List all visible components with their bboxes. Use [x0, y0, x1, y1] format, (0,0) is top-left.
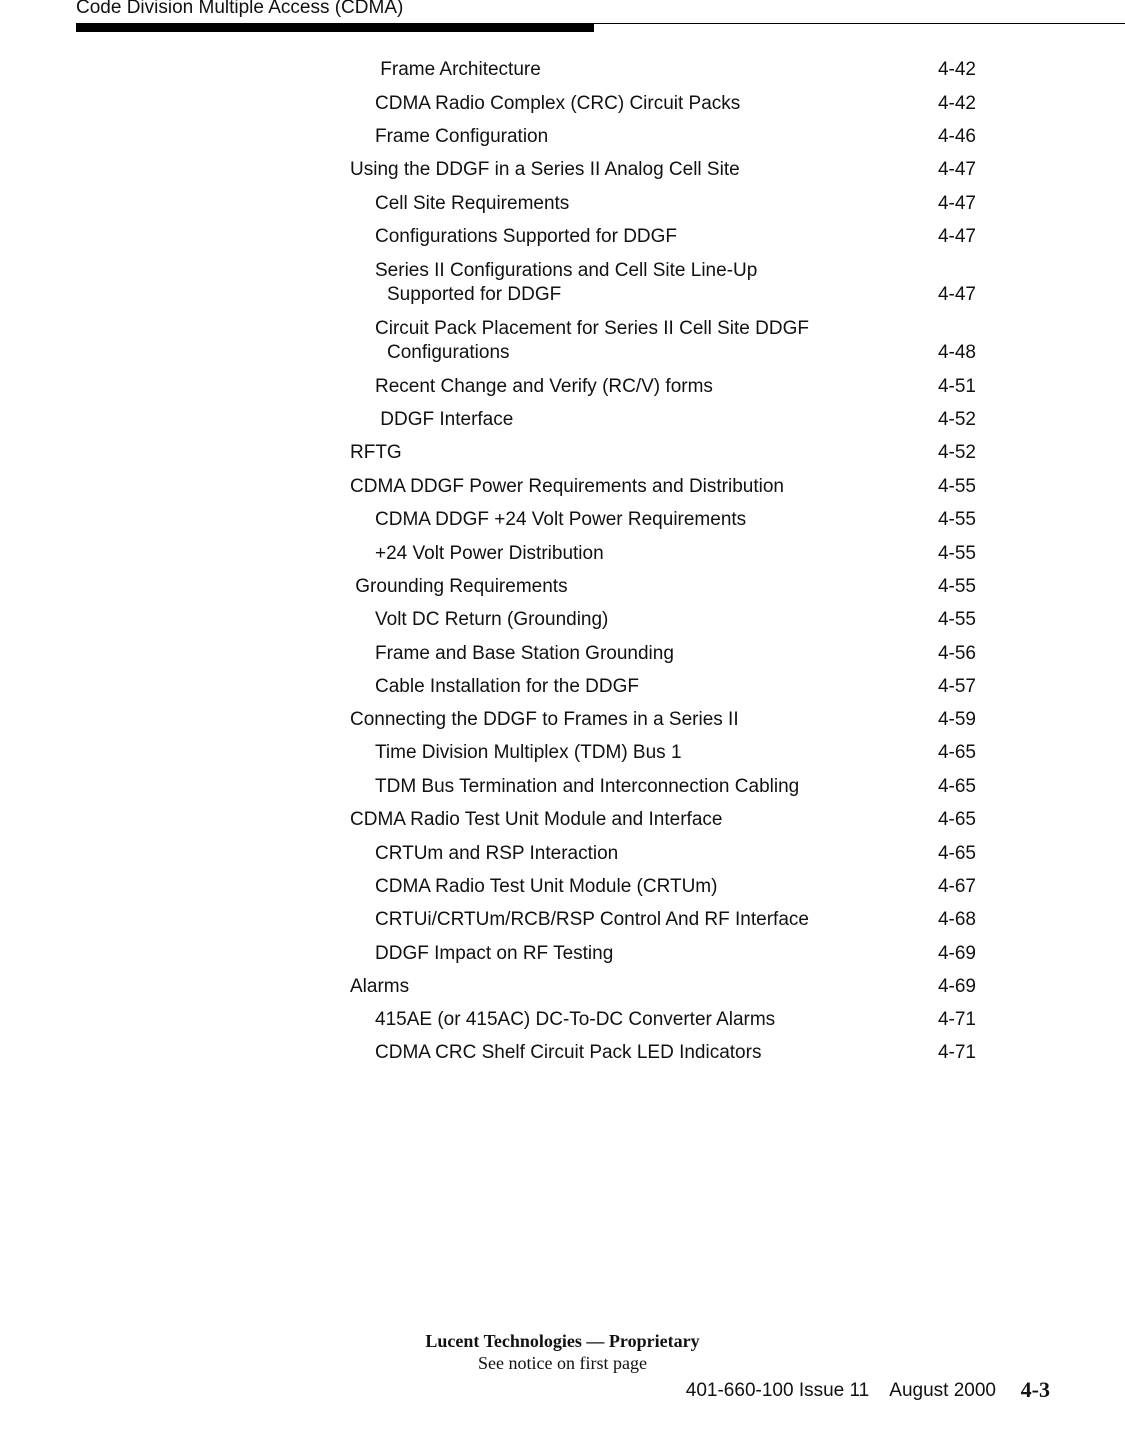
toc-entry-title: TDM Bus Termination and Interconnection Cabling	[375, 776, 800, 797]
toc-entry-page: 4-59	[937, 709, 976, 730]
toc-entry-page: 4-52	[937, 442, 976, 463]
toc-entry-page: 4-55	[937, 543, 976, 564]
toc-entry-page: 4-68	[937, 909, 976, 930]
toc-entry-title: CDMA Radio Complex (CRC) Circuit Packs	[375, 93, 741, 114]
toc-entry-title: Connecting the DDGF to Frames in a Series II	[350, 709, 739, 730]
toc-entry[interactable]	[350, 441, 976, 465]
toc-entry[interactable]	[350, 158, 976, 182]
toc-entry[interactable]	[350, 375, 976, 399]
toc-entry-title: Volt DC Return (Grounding)	[375, 609, 609, 630]
toc-entry-title: Frame Configuration	[375, 126, 549, 147]
toc-entry[interactable]	[350, 741, 976, 765]
toc-entry-page: 4-71	[937, 1042, 976, 1063]
toc-entry-title: Configurations Supported for DDGF	[375, 226, 678, 247]
toc-entry[interactable]	[350, 192, 976, 216]
toc-entry[interactable]	[350, 708, 976, 732]
toc-entry-page: 4-47	[937, 193, 976, 214]
toc-entry-page: 4-65	[937, 742, 976, 763]
toc-entry-page: 4-56	[937, 643, 976, 664]
toc-entry-title: DDGF Interface	[375, 409, 514, 430]
toc-entry-title: Recent Change and Verify (RC/V) forms	[375, 376, 713, 397]
toc-entry-title: CDMA Radio Test Unit Module and Interface	[350, 809, 723, 830]
toc-entry[interactable]	[350, 642, 976, 666]
toc-entry-title: DDGF Impact on RF Testing	[375, 943, 614, 964]
toc-entry-title: Cable Installation for the DDGF	[375, 676, 640, 697]
toc-entry-title: Alarms	[350, 976, 410, 997]
toc-entry-title: Series II Configurations and Cell Site Line-Up Supported for DDGF	[375, 260, 758, 305]
toc-entry-title: Using the DDGF in a Series II Analog Cell Site	[350, 159, 740, 180]
toc-entry-page: 4-55	[937, 509, 976, 530]
toc-entry-title: 415AE (or 415AC) DC-To-DC Converter Alarms	[375, 1009, 776, 1030]
toc-entry-title-continued: Supported for DDGF	[387, 284, 562, 305]
toc-entry-page: 4-46	[937, 126, 976, 147]
toc-entry-title: +24 Volt Power Distribution	[375, 543, 604, 564]
footer-notice: See notice on first page	[478, 1353, 647, 1373]
footer-company: Lucent Technologies — Proprietary	[425, 1331, 700, 1351]
toc-entry[interactable]	[350, 508, 976, 532]
toc-entry-title: Frame Architecture	[375, 59, 541, 80]
toc-entry-title: CDMA CRC Shelf Circuit Pack LED Indicators	[375, 1042, 762, 1063]
toc-entry-page: 4-47	[937, 226, 976, 247]
toc-entry[interactable]	[350, 875, 976, 899]
toc-entry-page: 4-65	[937, 776, 976, 797]
toc-entry[interactable]	[350, 608, 976, 632]
toc-entry-page: 4-57	[937, 676, 976, 697]
toc-entry[interactable]	[350, 942, 976, 966]
toc-entry-page: 4-42	[937, 93, 976, 114]
toc-entry-page: 4-55	[937, 576, 976, 597]
toc-entry-page: 4-55	[937, 476, 976, 497]
toc-entry[interactable]	[350, 225, 976, 249]
toc-entry[interactable]	[350, 808, 976, 832]
toc-entry-page: 4-52	[937, 409, 976, 430]
toc-entry-page: 4-48	[937, 342, 976, 363]
toc-entry-title: RFTG	[350, 442, 402, 463]
toc-entry-title: CDMA DDGF Power Requirements and Distribution	[350, 476, 784, 497]
toc-entry[interactable]	[350, 125, 976, 149]
toc-entry[interactable]	[350, 475, 976, 499]
toc-entry[interactable]	[350, 58, 976, 82]
toc-entry[interactable]	[350, 1041, 976, 1065]
toc-entry-title: CRTUi/CRTUm/RCB/RSP Control And RF Interface	[375, 909, 809, 930]
toc-entry-page: 4-47	[937, 284, 976, 305]
toc-entry[interactable]	[350, 975, 976, 999]
toc-entry-page: 4-42	[937, 59, 976, 80]
toc-entry[interactable]	[350, 675, 976, 699]
toc-entry[interactable]	[350, 842, 976, 866]
footer-page-number: 4-3	[1020, 1377, 1050, 1402]
toc-entry-page: 4-69	[937, 976, 976, 997]
toc-entry[interactable]	[350, 908, 976, 932]
toc-entry-page: 4-71	[937, 1009, 976, 1030]
toc-entry-title: Grounding Requirements	[350, 576, 568, 597]
toc-entry[interactable]	[350, 575, 976, 599]
toc-entry[interactable]	[350, 259, 976, 307]
toc-entry-page: 4-67	[937, 876, 976, 897]
toc-entry-title: CDMA Radio Test Unit Module (CRTUm)	[375, 876, 718, 897]
toc-entry[interactable]	[350, 92, 976, 116]
toc-entry-title: Frame and Base Station Grounding	[375, 643, 674, 664]
toc-entry-page: 4-55	[937, 609, 976, 630]
toc-entry-page: 4-47	[937, 159, 976, 180]
toc-entry-title: Time Division Multiplex (TDM) Bus 1	[375, 742, 682, 763]
toc-entry-title: CDMA DDGF +24 Volt Power Requirements	[375, 509, 747, 530]
toc-entry[interactable]	[350, 775, 976, 799]
toc-entry-title-continued: Configurations	[387, 342, 510, 363]
toc-entry-title: Circuit Pack Placement for Series II Cell Site DDGF Configurations	[375, 318, 809, 363]
toc-entry-page: 4-65	[937, 843, 976, 864]
toc-entry[interactable]	[350, 408, 976, 432]
running-header-title: Code Division Multiple Access (CDMA)	[76, 0, 404, 18]
toc-entry[interactable]	[350, 317, 976, 365]
toc-entry-title: CRTUm and RSP Interaction	[375, 843, 619, 864]
toc-entry-page: 4-51	[937, 376, 976, 397]
toc-entry-title: Cell Site Requirements	[375, 193, 570, 214]
toc-entry[interactable]	[350, 1008, 976, 1032]
toc-entry-page: 4-69	[937, 943, 976, 964]
toc-entry-page: 4-65	[937, 809, 976, 830]
footer-doc-info: 401-660-100 Issue 11 August 2000	[685, 1380, 996, 1401]
toc-entry[interactable]	[350, 542, 976, 566]
